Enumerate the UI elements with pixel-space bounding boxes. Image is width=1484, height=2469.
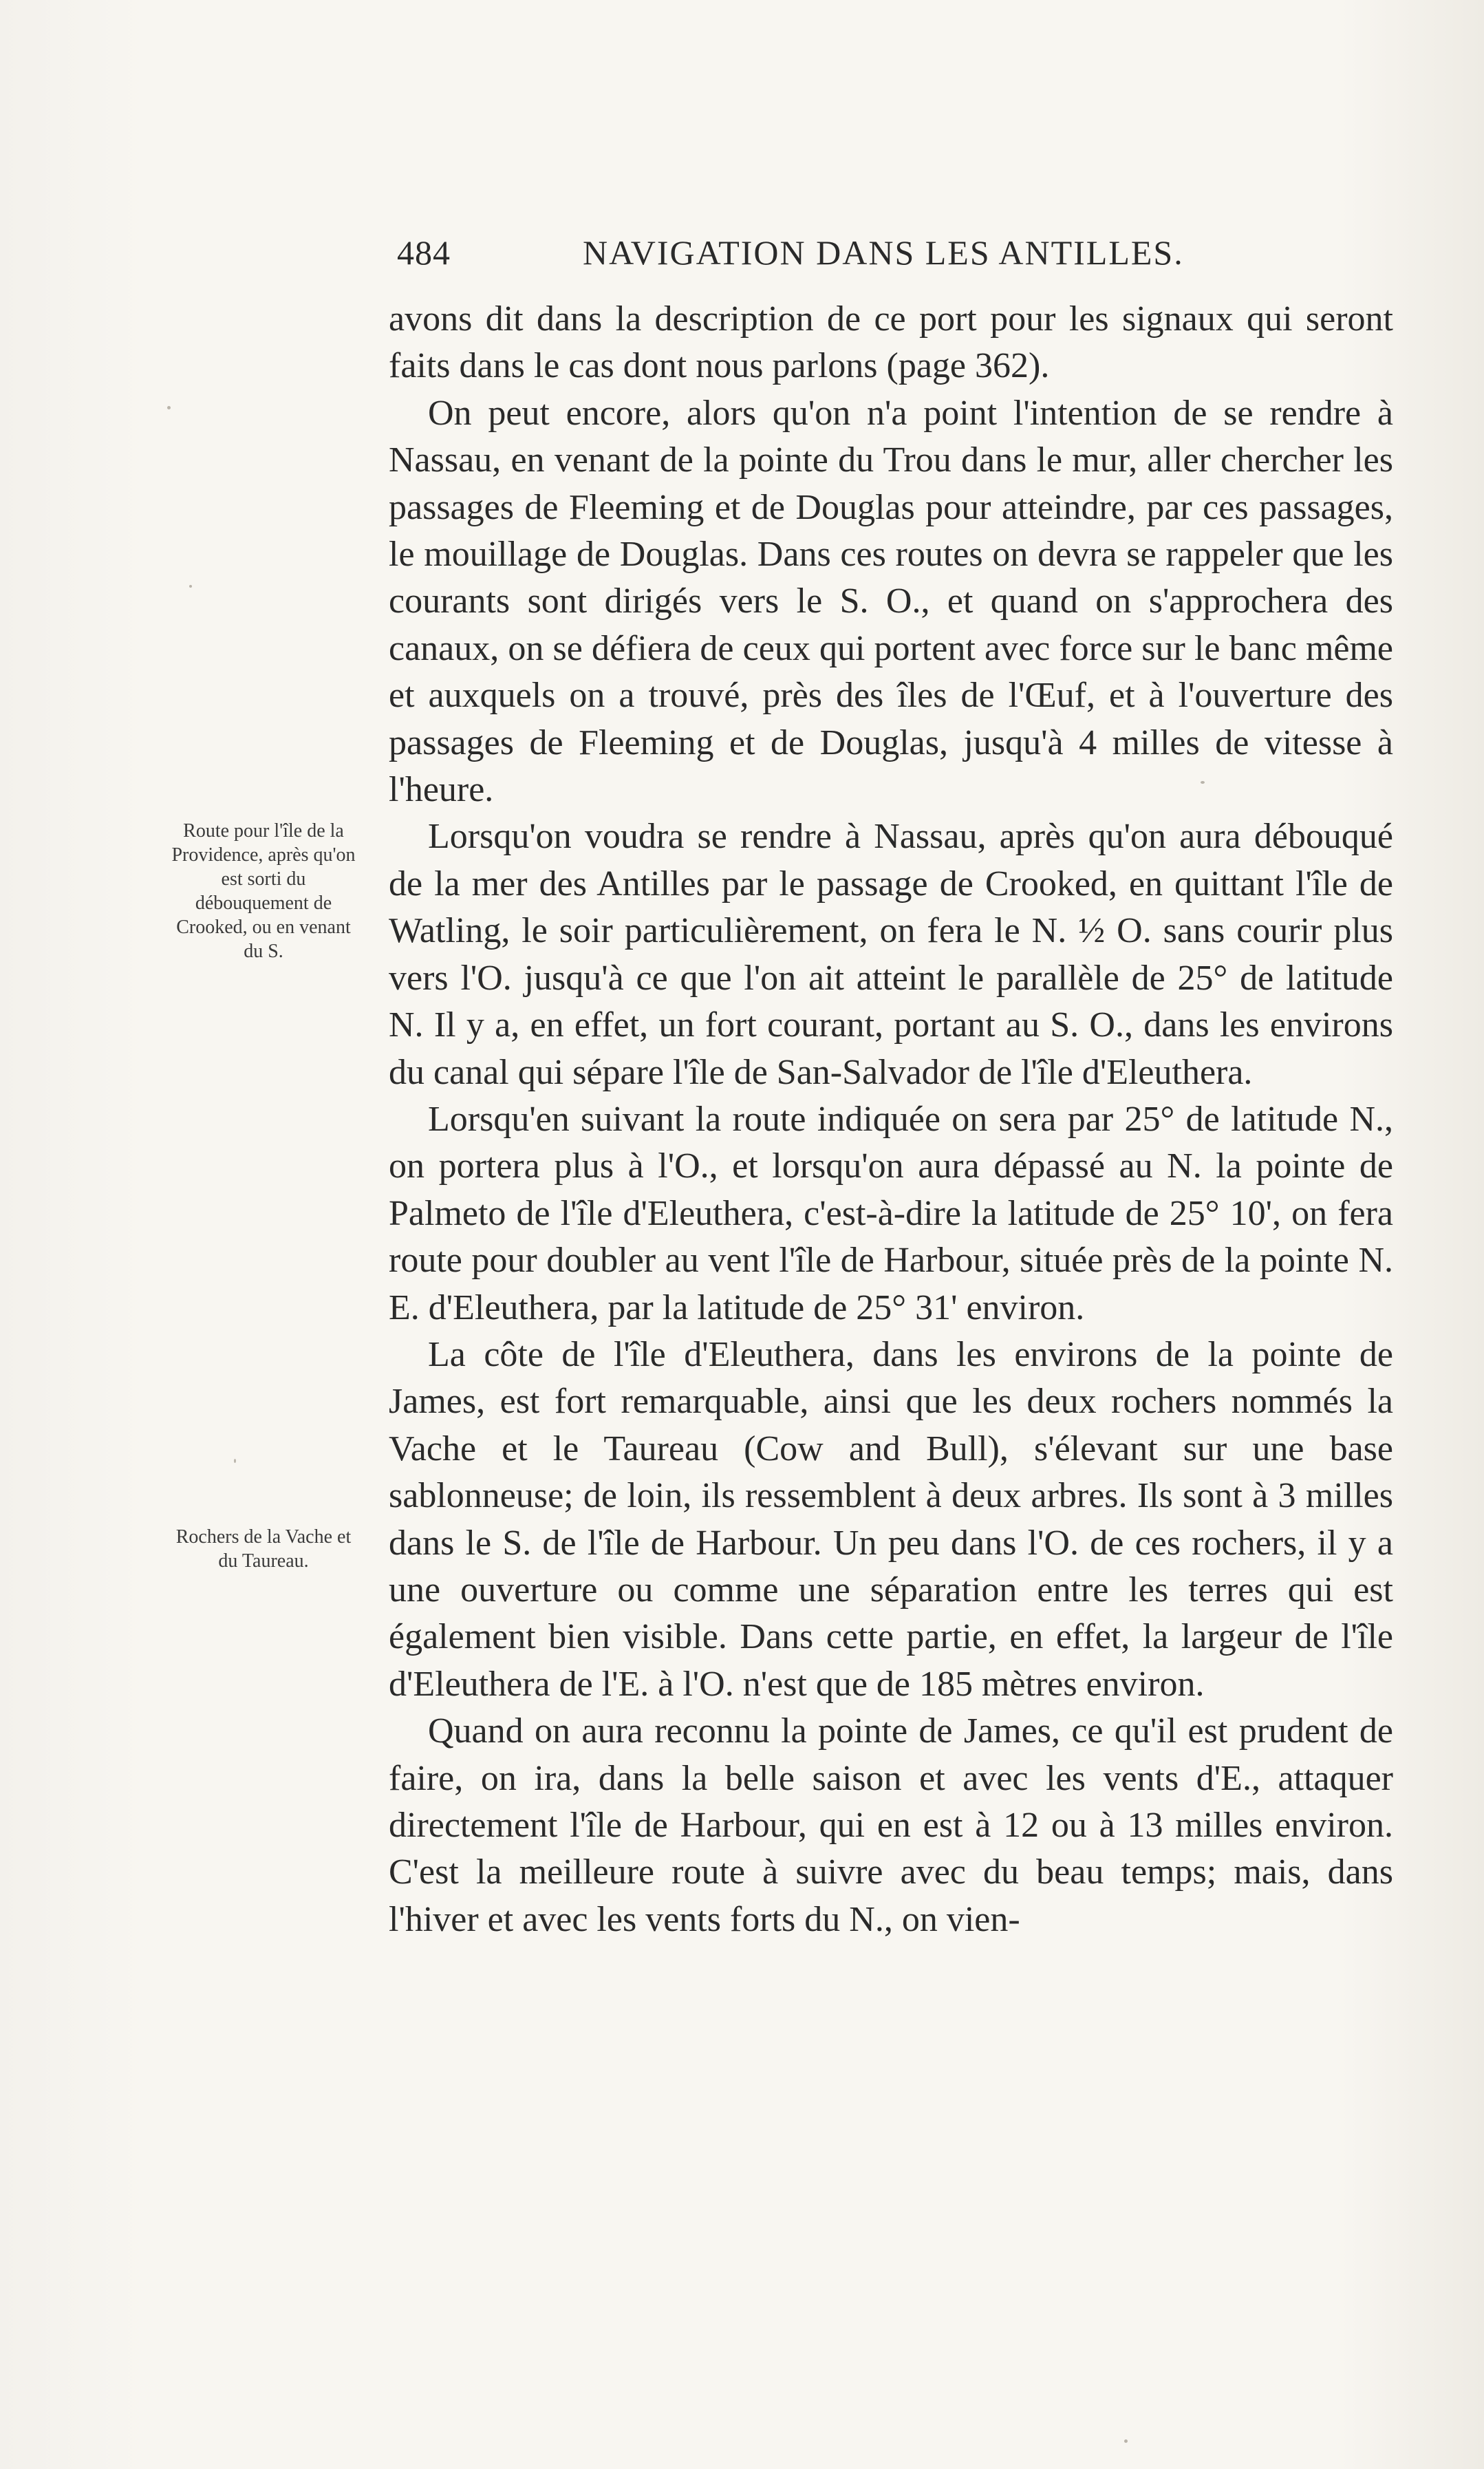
paragraph-5: La côte de l'île d'Eleuthera, dans les environs de la pointe de James, est fort remarquable, ainsi que les deux rochers nommés la Vache et le Taureau (Cow and Bull), s'élevant sur une base sablonneuse; de loin, ils ressemblent à deux arbres. Ils sont à 3 milles dans le S. de l'île de Harbour. Un peu dans l'O. de ces rochers, il y a une ouverture ou comme une séparation entre les terres qui est également bien visible. Dans cette partie, en effet, la largeur de l'île d'Eleuthera de l'E. à l'O. n'est que de 185 mètres environ.: [389, 1334, 1393, 1704]
paragraph-1: avons dit dans la description de ce port pour les signaux qui seront faits dans le cas dont nous parlons (page 362).: [389, 299, 1393, 386]
paper-speck: [1124, 2439, 1128, 2443]
paper-speck: [167, 406, 171, 409]
paper-speck: [234, 1459, 236, 1463]
paragraph-2: On peut encore, alors qu'on n'a point l'intention de se rendre à Nassau, en venant de la pointe du Trou dans le mur, aller chercher les passages de Fleeming et de Douglas pour atteindre, par ces passages, le mouillage de Douglas. Dans ces routes on devra se rappeler que les courants sont dirigés vers le S. O., et quand on s'approchera des canaux, on se défiera de ceux qui portent avec force sur le banc même et auxquels on a trouvé, près des îles de l'Œuf, et à l'ouverture des passages de Fleeming et de Douglas, jusqu'à 4 milles de vitesse à l'heure.: [389, 393, 1393, 810]
paper-speck: [1201, 781, 1205, 784]
running-title: NAVIGATION DANS LES ANTILLES.: [583, 233, 1184, 272]
paper-speck: [189, 585, 192, 588]
paragraph-3: Lorsqu'on voudra se rendre à Nassau, après qu'on aura débouqué de la mer des Antilles par le passage de Crooked, en quittant l'île de Watling, le soir particulièrement, on fera le N. ½ O. sans courir plus vers l'O. jusqu'à ce que l'on ait atteint le parallèle de 25° de latitude N. Il y a, en effet, un fort courant, portant au S. O., dans les environs du canal qui sépare l'île de San-Salvador de l'île d'Eleuthera.: [389, 817, 1393, 1092]
margin-note-rochers: Rochers de la Vache et du Taureau.: [175, 1526, 352, 1572]
page-number: 484: [397, 233, 451, 272]
paragraph-6: Quand on aura reconnu la pointe de James, ce qu'il est prudent de faire, on ira, dans la belle saison et avec les vents d'E., attaquer directement l'île de Harbour, qui en est à 12 ou à 13 milles environ. C'est la meilleure route à suivre avec du beau temps; mais, dans l'hiver et avec les vents forts du N., on vien-: [389, 1711, 1393, 1939]
margin-note-route: Route pour l'île de la Providence, après qu'on est sorti du débouquement de Crooked, ou en venant du S.: [171, 820, 356, 962]
paragraph-4: Lorsqu'en suivant la route indiquée on sera par 25° de latitude N., on portera plus à l'O., et lorsqu'on aura dépassé au N. la pointe de Palmeto de l'île d'Eleuthera, c'est-à-dire la latitude de 25° 10', on fera route pour doubler au vent l'île de Harbour, située près de la pointe N. E. d'Eleuthera, par la latitude de 25° 31' environ.: [389, 1099, 1393, 1327]
body-text: [389, 296, 1393, 1943]
running-head: [397, 233, 1395, 288]
